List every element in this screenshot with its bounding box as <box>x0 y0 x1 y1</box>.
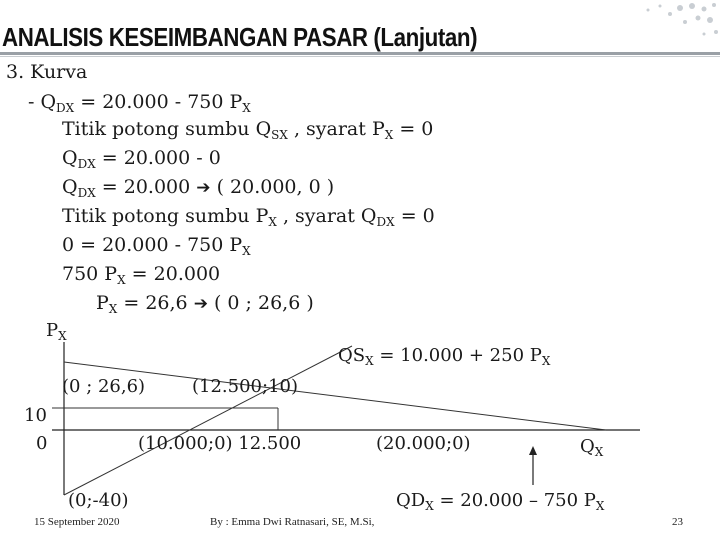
demand-equation: - $Q_{DX} = 20.000 - 750$ $P_X$ <box>28 91 251 115</box>
supply-equation-label: $QS_X = 10.000 + 250$ $P_X$ <box>338 345 551 368</box>
item-heading: 3. Kurva <box>6 61 88 83</box>
supply-intercept-label: (10.000;0) 12.500 <box>138 433 302 454</box>
demand-intercept-label: (0 ; 26,6) <box>62 376 146 397</box>
page-number: 23 <box>672 516 683 528</box>
tick-10-label: 10 <box>24 405 47 426</box>
y-axis-label: $P_X$ <box>46 320 67 343</box>
arrow-right-icon: ➔ <box>196 178 211 198</box>
demand-equation-label: $QD_X = 20.000 - 750$ $P_X$ <box>396 490 605 513</box>
calc-step-3: 0 = 20.000 - 750 $P_X$ <box>62 234 251 258</box>
supply-y-intercept-label: (0;-40) <box>68 490 129 511</box>
demand-x-intercept-label: (20.000;0) <box>376 433 471 454</box>
footer-author: By : Emma Dwi Ratnasari, SE, M.Si, <box>210 516 375 528</box>
calc-step-5: $P_X = 26,6$ ➔ ( 0 ; 26,6 ) <box>96 292 314 316</box>
page-title: ANALISIS KESEIMBANGAN PASAR (Lanjutan) <box>2 22 478 52</box>
demand-curve <box>64 362 606 430</box>
x-axis-label: $Q_X$ <box>580 436 604 459</box>
footer-date: 15 September 2020 <box>34 516 120 528</box>
intercept-q-heading: Titik potong sumbu $Q_{SX}$ , syarat $P_X = 0$ <box>62 118 434 142</box>
supply-curve <box>64 346 352 495</box>
intercept-p-heading: Titik potong sumbu $P_X$ , syarat $Q_{DX} = 0$ <box>62 205 435 229</box>
arrow-right-icon: ➔ <box>193 294 208 314</box>
calc-step-4: 750 $P_X = 20.000$ <box>62 263 221 287</box>
calc-step-1: $Q_{DX} = 20.000 - 0$ <box>62 147 221 171</box>
calc-step-2: $Q_{DX} = 20.000$ ➔ ( 20.000, 0 ) <box>62 176 335 200</box>
arrow-up-icon <box>529 446 537 455</box>
equilibrium-label: (12.500;10) <box>192 376 298 397</box>
origin-label: 0 <box>36 433 48 454</box>
